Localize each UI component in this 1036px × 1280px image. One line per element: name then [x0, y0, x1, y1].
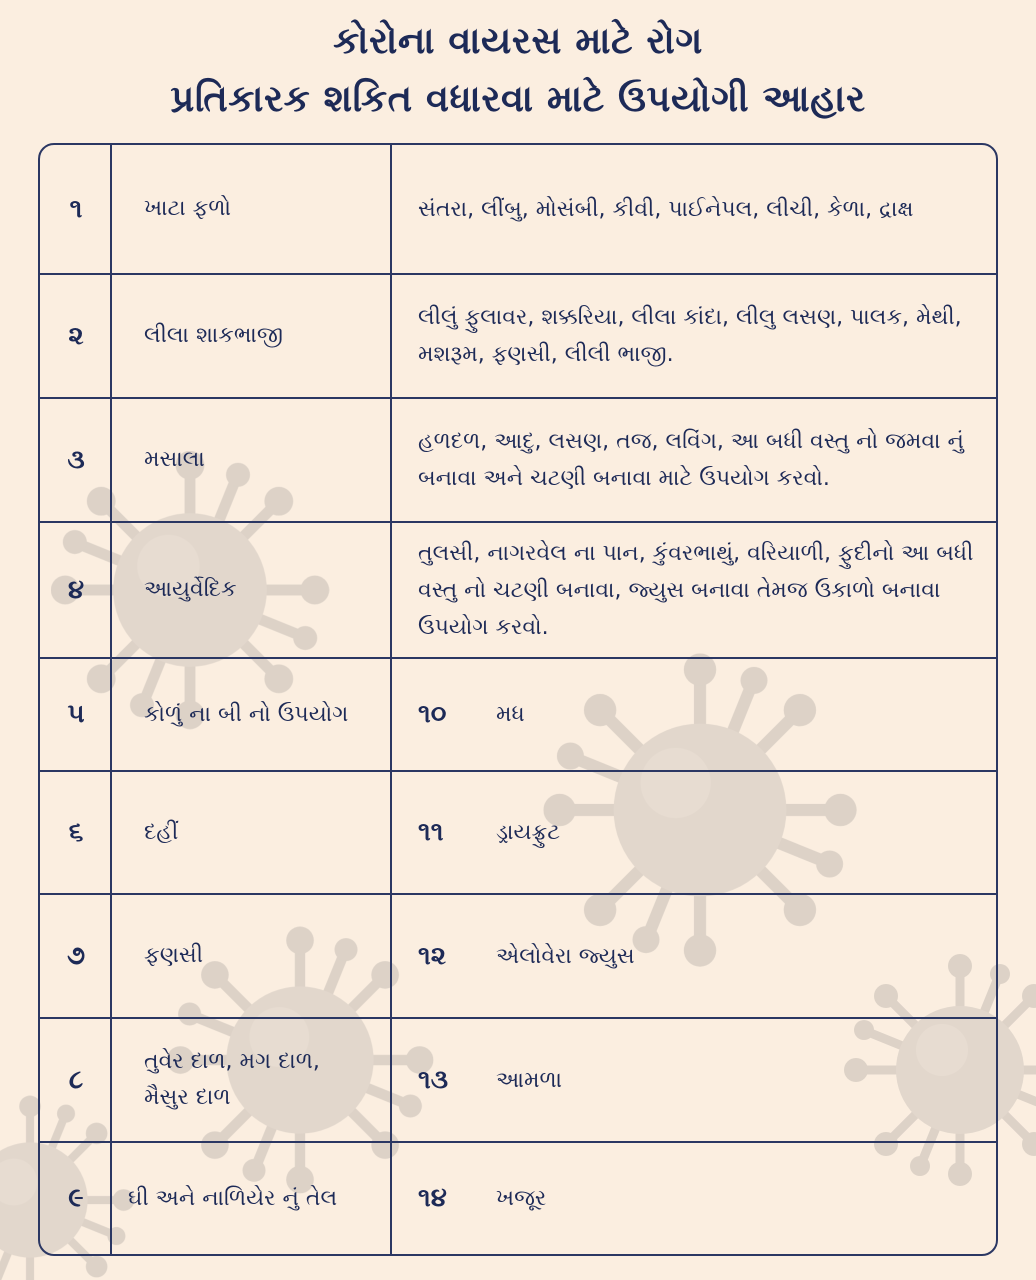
food-category: ફણસી [144, 943, 204, 968]
table-row [40, 772, 996, 893]
row-number-secondary: ૧૧ [418, 817, 444, 847]
row-number: ૧ [69, 193, 83, 224]
table-row [40, 659, 996, 770]
table-row [40, 399, 996, 521]
food-table [38, 143, 998, 1256]
food-description: તુલસી, નાગરવેલ ના પાન, કુંવરભાથું, વરિયાળી, ફુદીનો આ બધી વસ્તુ નો ચટણી બનાવા, જ્યુસ બનાવા તેમજ ઉકાળો બનાવા ઉપયોગ કરવો. [418, 540, 974, 640]
page-title-line-2: પ્રતિકારક શકિત વધારવા માટે ઉપયોગી આહાર [170, 77, 866, 120]
row-number: ૯ [68, 1183, 84, 1213]
row-number-secondary: ૧૪ [418, 1183, 447, 1213]
row-number-secondary: ૧૦ [418, 699, 447, 729]
food-category: મસાલા [144, 447, 205, 472]
food-item-secondary: એલોવેરા જ્યુસ [496, 943, 635, 969]
row-number: ૨ [68, 320, 84, 351]
table-row [40, 275, 996, 397]
food-item-secondary: ખજૂર [496, 1186, 547, 1211]
food-category: ઘી અને નાળિયેર નું તેલ [128, 1185, 338, 1211]
food-category: તુવેર દાળ, મગ દાળ, મૈસુર દાળ [144, 1049, 320, 1110]
page-title-line-1: કોરોના વાયરસ માટે રોગ [333, 19, 703, 62]
row-number: ૭ [66, 940, 86, 971]
food-category: આયુર્વેદિક [144, 577, 237, 602]
food-description: લીલું ફુલાવર, શક્કરિયા, લીલા કાંદા, લીલુ લસણ, પાલક, મેથી, મશરૂમ, ફણસી, લીલી ભાજી. [418, 305, 962, 367]
table-row [40, 1143, 996, 1254]
table-row [40, 145, 996, 273]
row-number: ૬ [68, 817, 84, 847]
food-category: લીલા શાકભાજી [144, 323, 283, 348]
food-category: દહીં [144, 819, 179, 845]
food-item-secondary: ડ્રાયફ્રુટ [496, 820, 560, 845]
food-description: હળદળ, આદુ, લસણ, તજ, લવિંગ, આ બધી વસ્તુ નો જમવા નું બનાવા અને ચટણી બનાવા માટે ઉપયોગ કરવો. [418, 429, 964, 491]
row-number-secondary: ૧૨ [418, 940, 447, 971]
food-item-secondary: આમળા [496, 1067, 563, 1093]
row-number: ૪ [67, 574, 85, 605]
row-number: ૩ [67, 444, 85, 475]
food-item-secondary: મધ [496, 702, 525, 727]
table-row [40, 523, 996, 657]
table-row [40, 895, 996, 1017]
food-category: કોળું ના બી નો ઉપયોગ [144, 701, 349, 727]
title-block [0, 12, 1036, 128]
food-description: સંતરા, લીંબુ, મોસંબી, કીવી, પાઈનેપલ, લીચી, કેળા, દ્રાક્ષ [418, 196, 914, 222]
row-number: ૮ [68, 1064, 84, 1095]
row-number-secondary: ૧૩ [418, 1064, 449, 1095]
table-row [40, 1019, 996, 1141]
row-number: ૫ [67, 699, 85, 729]
food-category: ખાટા ફળો [144, 196, 232, 221]
